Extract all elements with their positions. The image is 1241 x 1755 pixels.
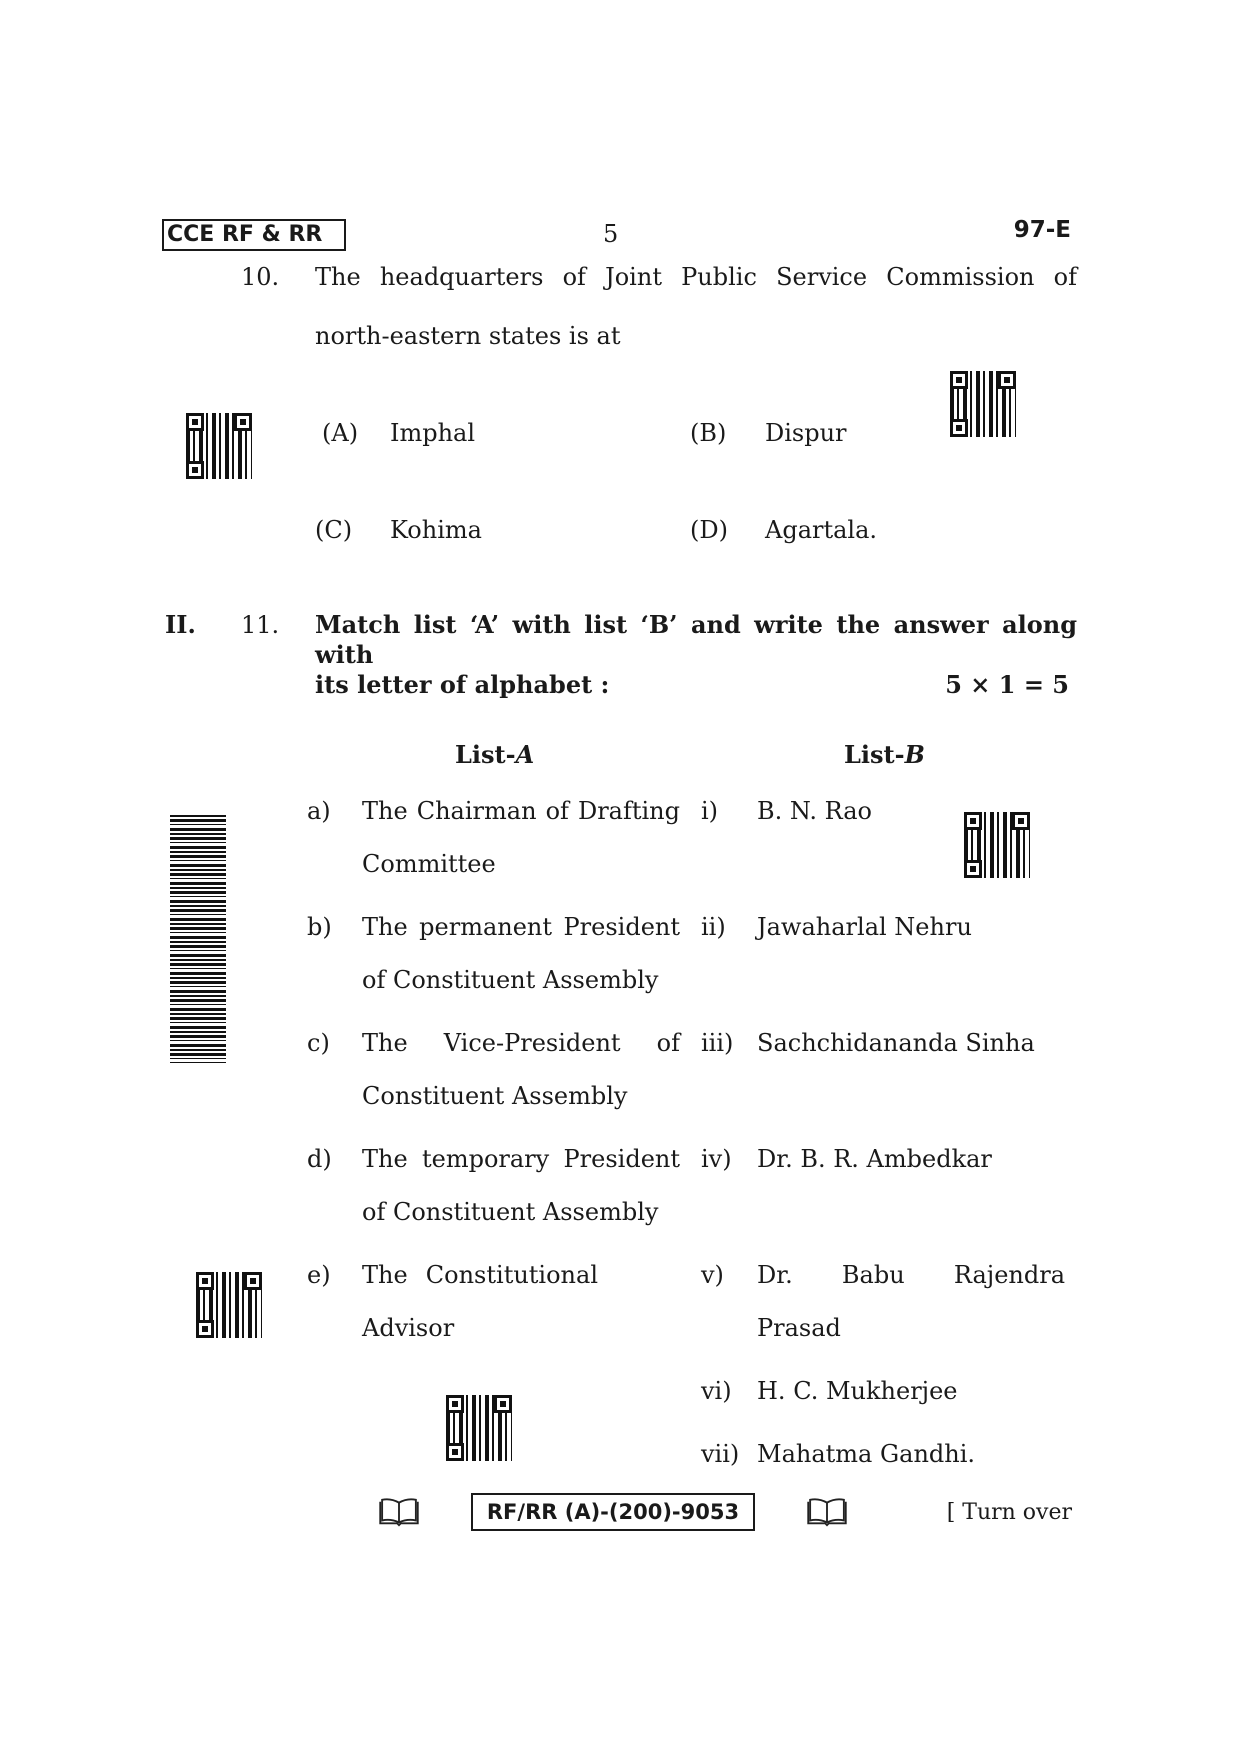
list-a-label: b) bbox=[307, 913, 332, 941]
list-b-label: iv) bbox=[701, 1145, 732, 1173]
page-number: 5 bbox=[603, 220, 619, 248]
qr-code bbox=[186, 413, 252, 479]
list-b-item: Dr. Babu Rajendra bbox=[757, 1261, 1065, 1289]
option-label: (C) bbox=[315, 516, 353, 544]
option-text: Kohima bbox=[390, 516, 482, 544]
option-label: (D) bbox=[690, 516, 728, 544]
list-a-item: The Chairman of Drafting bbox=[362, 797, 680, 825]
book-icon bbox=[378, 1497, 420, 1527]
qr-code bbox=[950, 371, 1016, 437]
list-a-item: Constituent Assembly bbox=[362, 1082, 628, 1110]
list-b-heading-letter: B bbox=[904, 740, 925, 769]
option-text: Imphal bbox=[390, 419, 476, 447]
question-text: its letter of alphabet : bbox=[315, 670, 610, 699]
list-b-item: Prasad bbox=[757, 1314, 841, 1342]
question-text: Match list ‘A’ with list ‘B’ and write the answer along with bbox=[315, 610, 1077, 669]
qr-code bbox=[196, 1272, 262, 1338]
question-text: The headquarters of Joint Public Service Commission of bbox=[315, 263, 1077, 291]
option-text: Dispur bbox=[765, 419, 847, 447]
question-number: 10. bbox=[241, 263, 280, 291]
list-a-label: d) bbox=[307, 1145, 332, 1173]
list-b-label: vi) bbox=[701, 1377, 732, 1405]
list-a-item: of Constituent Assembly bbox=[362, 966, 659, 994]
list-a-item: The Vice-President of bbox=[362, 1029, 680, 1057]
list-b-label: iii) bbox=[701, 1029, 734, 1057]
option-label: (B) bbox=[690, 419, 727, 447]
list-a-heading-text: List- bbox=[455, 740, 516, 769]
list-a-item: Committee bbox=[362, 850, 496, 878]
section-number: II. bbox=[165, 610, 196, 639]
list-a-heading-letter: A bbox=[515, 740, 535, 769]
list-a-label: a) bbox=[307, 797, 331, 825]
question-number: 11. bbox=[241, 611, 280, 639]
list-a-item: The temporary President bbox=[362, 1145, 680, 1173]
list-a-item: The Constitutional bbox=[362, 1261, 598, 1289]
marks: 5 × 1 = 5 bbox=[945, 670, 1069, 699]
book-icon bbox=[806, 1497, 848, 1527]
list-b-item: Sachchidananda Sinha bbox=[757, 1029, 1035, 1057]
list-b-item: B. N. Rao bbox=[757, 797, 872, 825]
list-b-item: H. C. Mukherjee bbox=[757, 1377, 958, 1405]
series-label: CCE RF & RR bbox=[162, 219, 346, 251]
qr-code bbox=[964, 812, 1030, 878]
list-a-item: of Constituent Assembly bbox=[362, 1198, 659, 1226]
list-b-item: Mahatma Gandhi. bbox=[757, 1440, 976, 1468]
qr-code bbox=[446, 1395, 512, 1461]
list-b-heading bbox=[844, 740, 925, 770]
paper-code: 97-E bbox=[1013, 217, 1071, 243]
option-label: (A) bbox=[322, 419, 359, 447]
list-b-label: i) bbox=[701, 797, 719, 825]
question-text: north-eastern states is at bbox=[315, 322, 621, 350]
list-a-item: Advisor bbox=[362, 1314, 455, 1342]
list-b-label: vii) bbox=[701, 1440, 740, 1468]
list-b-heading-text: List- bbox=[844, 740, 905, 769]
list-a-label: e) bbox=[307, 1261, 331, 1289]
list-a-heading bbox=[455, 740, 534, 770]
list-b-label: v) bbox=[701, 1261, 724, 1289]
list-b-item: Dr. B. R. Ambedkar bbox=[757, 1145, 992, 1173]
list-a-label: c) bbox=[307, 1029, 330, 1057]
barcode bbox=[170, 815, 226, 1063]
list-a-item: The permanent President bbox=[362, 913, 680, 941]
turn-over-note: [ Turn over bbox=[946, 1500, 1072, 1525]
list-b-item: Jawaharlal Nehru bbox=[757, 913, 972, 941]
footer-code: RF/RR (A)-(200)-9053 bbox=[471, 1493, 755, 1531]
option-text: Agartala. bbox=[765, 516, 878, 544]
list-b-label: ii) bbox=[701, 913, 726, 941]
